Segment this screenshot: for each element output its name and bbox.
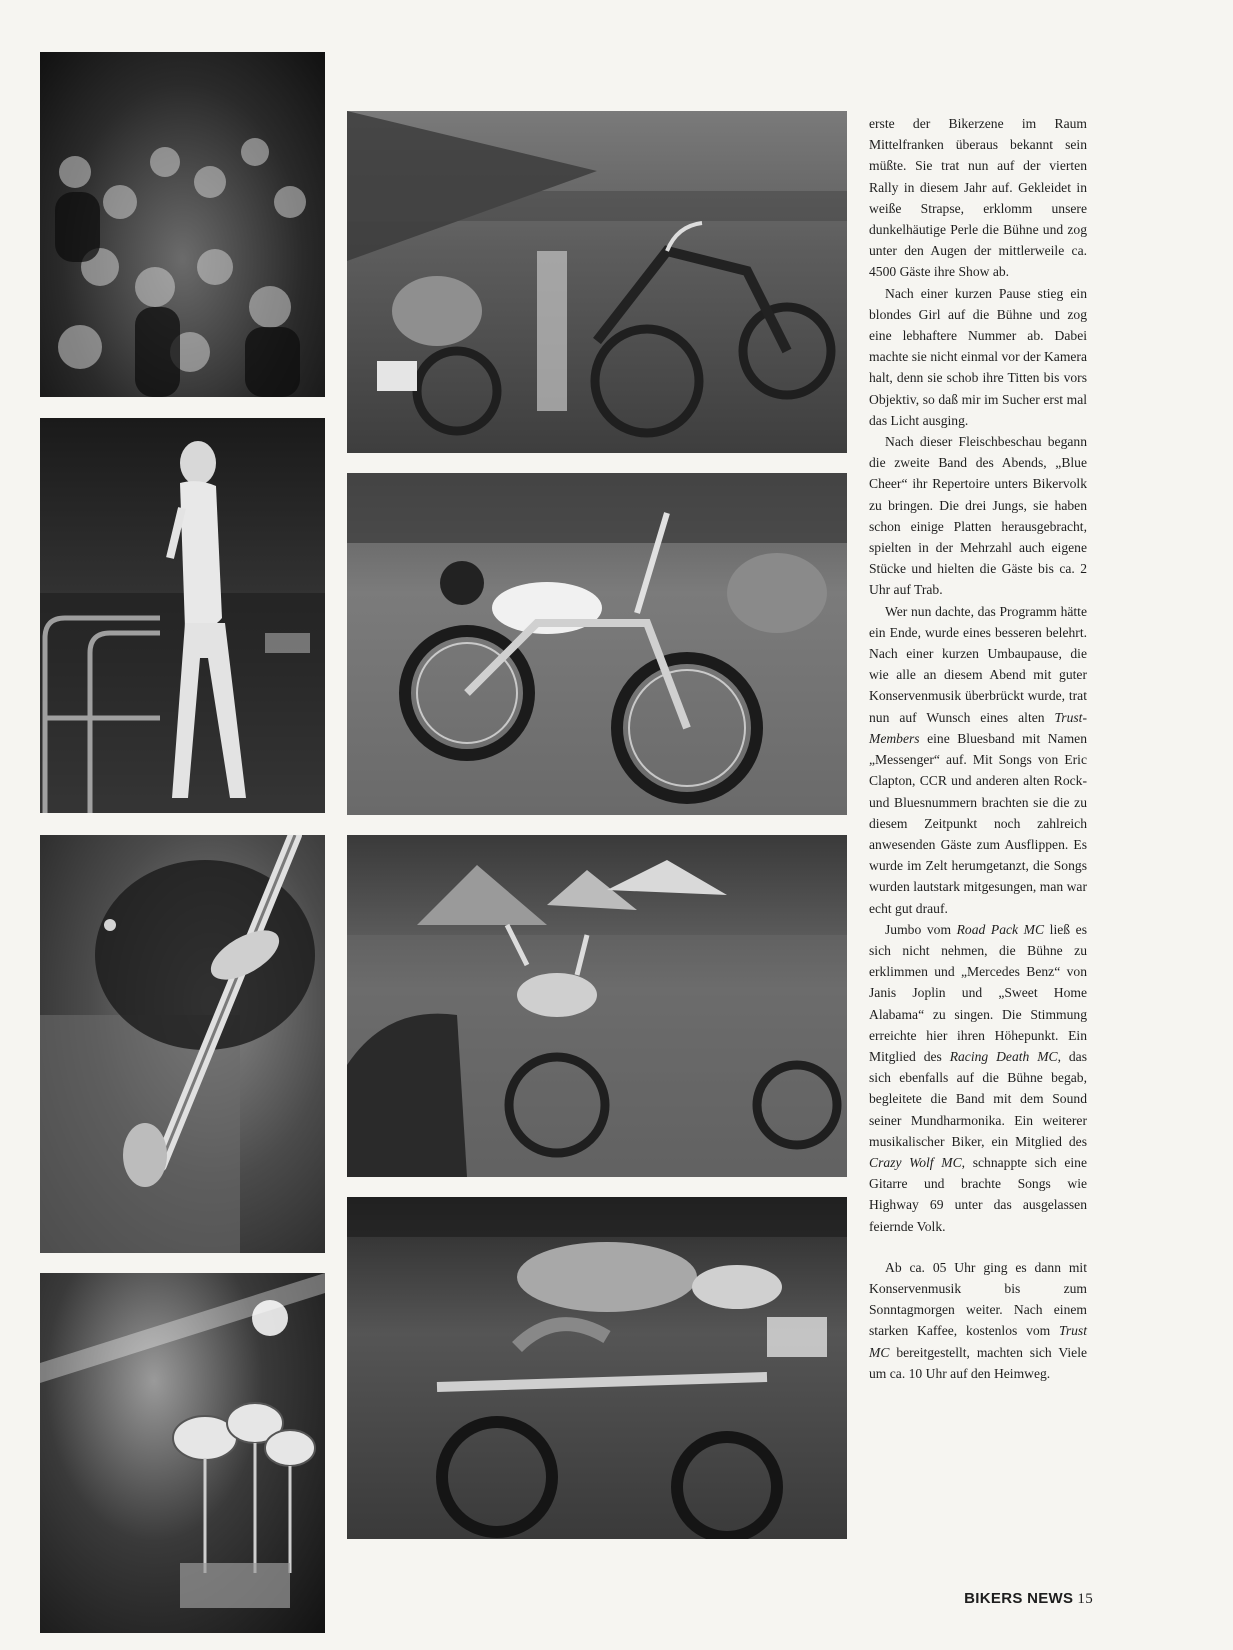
photo-tents-and-bikes [347, 835, 847, 1177]
guitar-icon [40, 835, 325, 1253]
club-name: Trust-Members [869, 709, 1087, 746]
paragraph [869, 601, 1087, 919]
motorcycle-icon [347, 111, 847, 453]
club-name: Crazy Wolf MC [869, 1154, 962, 1170]
paragraph-text: bereitgestellt, machten sich Viele um ca. 10 Uhr auf den Heimweg. [869, 1344, 1087, 1381]
magazine-name: BIKERS NEWS [964, 1590, 1074, 1607]
paragraph-text: Wer nun dachte, das Programm hätte ein Ende, wurde eines besseren belehrt. Nach einer kurzen Umbaupause, die wie alle an diesem Abend mit guter Konservenmusik überbrückt wurde, trat nun auf Wunsch eines alten [869, 603, 1087, 725]
paragraph-text: erste der Bikerzene im Raum Mittelfranken überaus bekannt sein müßte. Sie trat nun auf der vierten Rally in diesem Jahr auf. Gekleidet in weiße Strapse, erklomm unsere dunkelhäutige Perle die Bühne und zog unter den Augen der mittlerweile ca. 4500 Gäste ihre Show ab. [869, 116, 1087, 280]
photo-chopper-motorcycle [347, 473, 847, 815]
paragraph-text: , das sich ebenfalls auf die Bühne begab, begleitete die Band mit dem Sound seiner Mundharmonika. Ein weiterer musikalischer Biker, ein Mitglied des [869, 1048, 1087, 1149]
club-name: Trust MC [869, 1323, 1087, 1360]
club-name: Road Pack MC [956, 921, 1045, 937]
photo-crowd [40, 52, 325, 397]
photo-guitarist [40, 835, 325, 1253]
paragraph [869, 113, 1087, 283]
dancer-icon [40, 418, 325, 813]
paragraph-text: , schnappte sich eine Gitarre und brachte Songs wie Highway 69 unter das ausgelassen feiernde Volk. [869, 1154, 1087, 1234]
paragraph-text: Ab ca. 05 Uhr ging es dann mit Konservenmusik bis zum Sonntagmorgen weiter. Nach einem starken Kaffee, kostenlos vom [869, 1259, 1087, 1339]
photo-motorcycles-tent [347, 111, 847, 453]
drum-icon [40, 1273, 325, 1633]
paragraph [869, 283, 1087, 431]
photo-stripper-on-stage [40, 418, 325, 813]
club-name: Racing Death MC [949, 1048, 1058, 1064]
paragraph-text: Nach dieser Fleischbeschau begann die zweite Band des Abends, „Blue Cheer“ ihr Repertoire unters Bikervolk zu bringen. Die drei Jungs, sie haben schon einige Platten herausgebracht, spielten in der Mehrzahl auch eigene Stücke und hielten die Gäste bis ca. 2 Uhr auf Trab. [869, 434, 1087, 598]
tent-icon [347, 835, 847, 1177]
paragraph-text: ließ es sich nicht nehmen, die Bühne zu erklimmen und „Mercedes Benz“ von Janis Joplin und „Sweet Home Alabama“ zu singen. Die Stimmung erreichte hier ihren Höhepunkt. Ein Mitglied des [869, 921, 1087, 1064]
photo-bikes-at-night [347, 1197, 847, 1539]
paragraph-text: Nach einer kurzen Pause stieg ein blondes Girl auf die Bühne und zog eine lebhaftere Nummer ab. Dabei machte sie nicht einmal vor der Kamera halt, denn sie schob ihre Titten bis vors Objektiv, so daß mir im Sucher erst mal das Licht ausging. [869, 285, 1087, 428]
paragraph-text: eine Bluesband mit Namen „Messenger“ auf. Mit Songs von Eric Clapton, CCR und anderen alten Rock- und Bluesnummern brachten sie die zu diesem Zeitpunkt noch zahlreich anwesenden Gäste zum Ausflippen. Es wurde im Zelt herumgetanzt, die Songs wurden lautstark mitgesungen, man war echt gut drauf. [869, 730, 1087, 916]
paragraph-text: Jumbo vom [885, 921, 957, 937]
crowd-icon [40, 52, 325, 397]
motorcycle-icon [347, 473, 847, 815]
motorcycle-icon [347, 1197, 847, 1539]
paragraph [869, 431, 1087, 601]
paragraph [869, 919, 1087, 1237]
page-number: 15 [1077, 1591, 1093, 1607]
article-text [869, 113, 1087, 1384]
page-footer [964, 1590, 1093, 1608]
photo-drum-kit [40, 1273, 325, 1633]
paragraph [869, 1257, 1087, 1384]
